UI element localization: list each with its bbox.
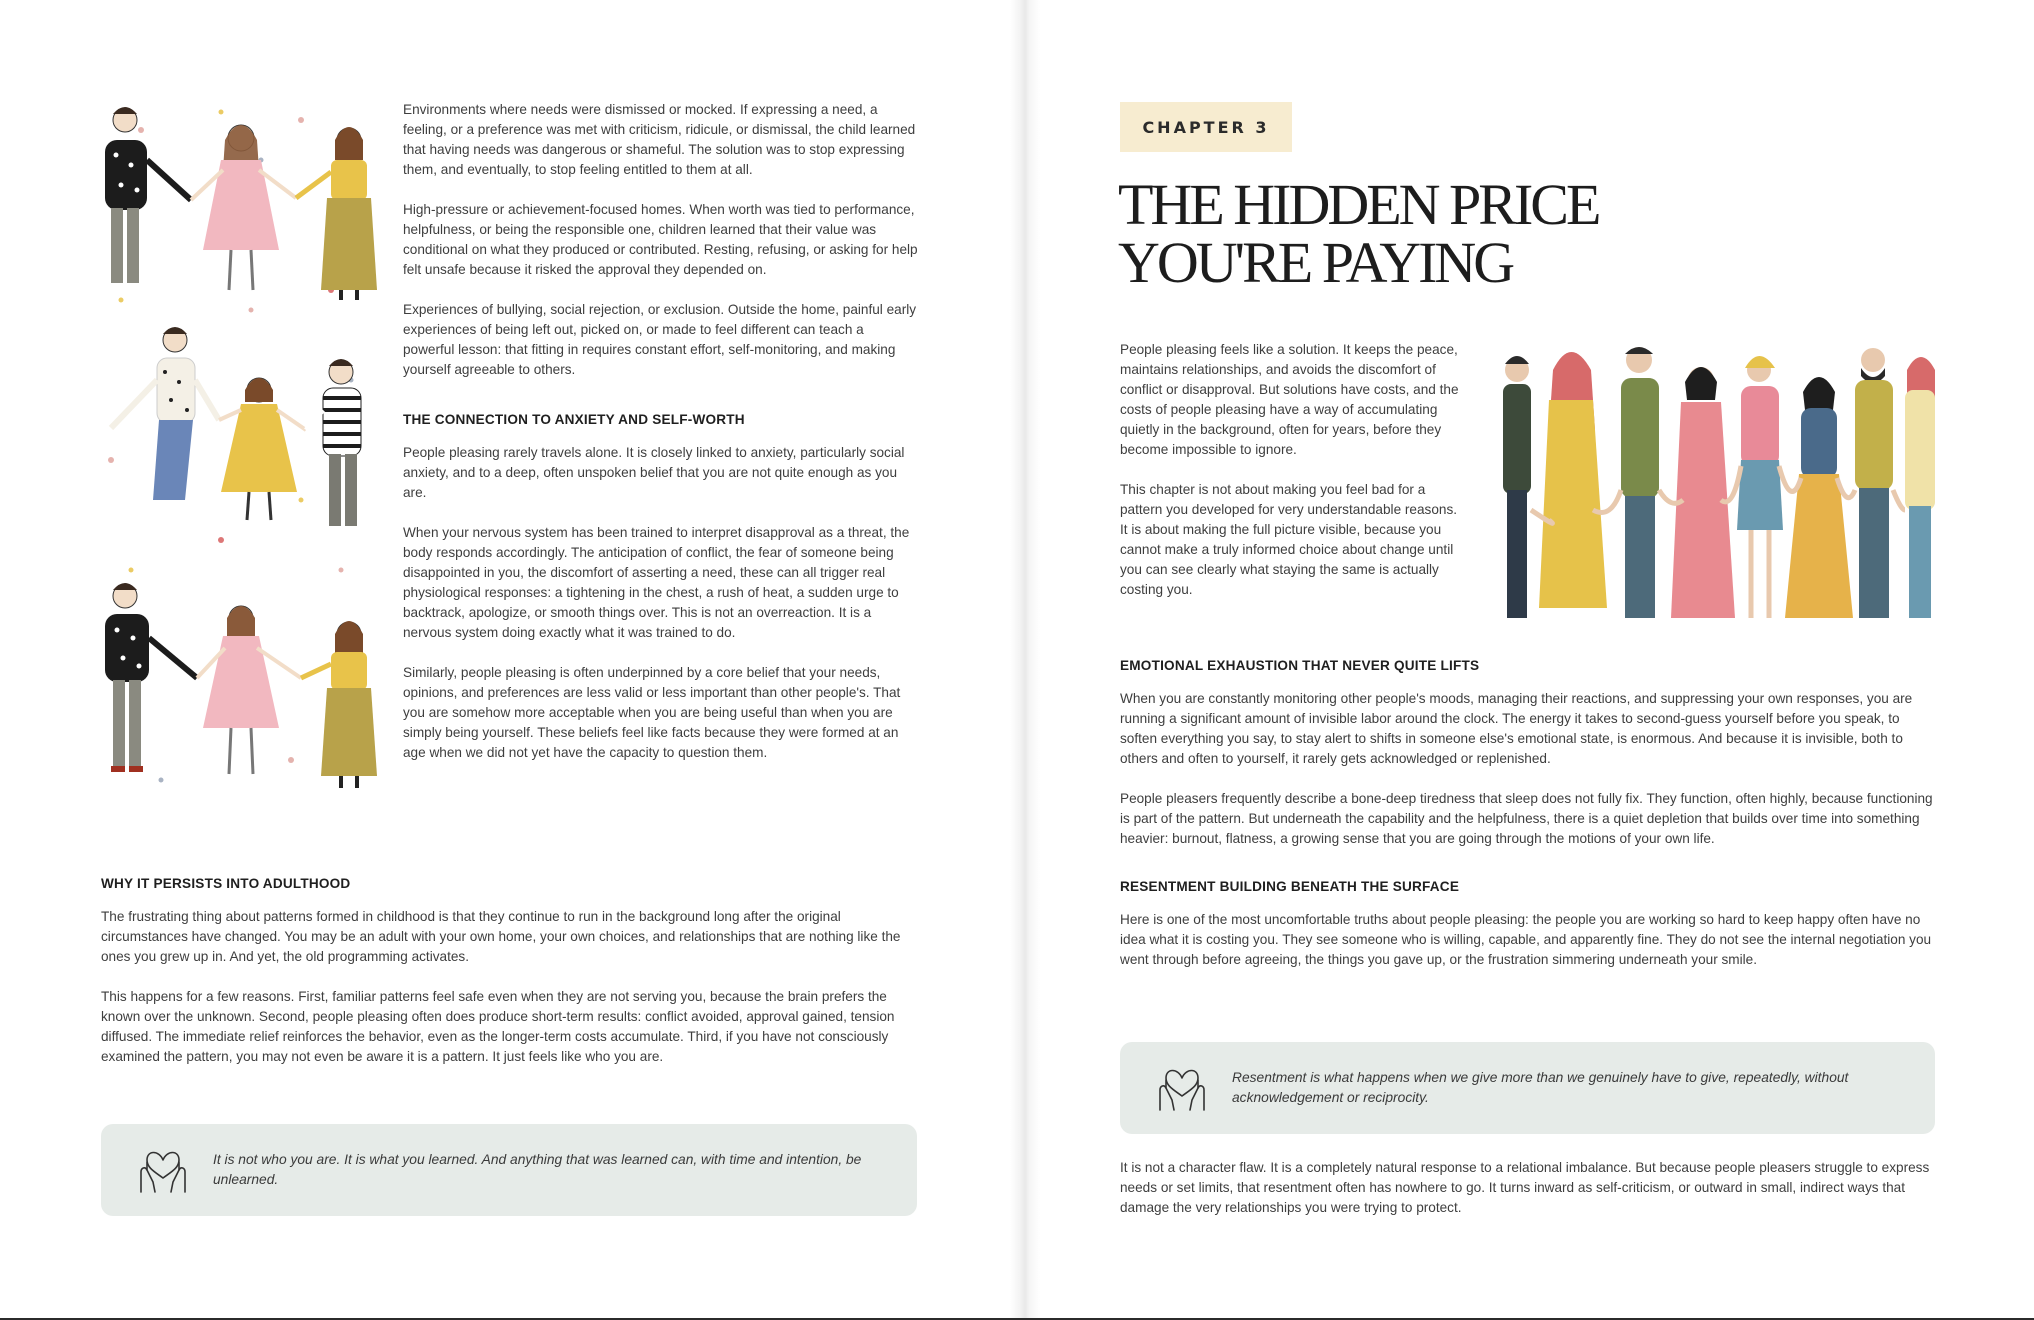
- paragraph: Experiences of bullying, social rejection, or exclusion. Outside the home, painful early experiences of being left out, picked on, or made to feel different can teach a powerful lesson: that fitting in requires constant effort, self-monitoring, and making yourself agreeable to others.: [403, 302, 917, 377]
- figure-row-1: [105, 107, 377, 300]
- intro-text-column: [1120, 340, 1465, 620]
- left-page: [0, 0, 1018, 1318]
- figure-row-3: [105, 583, 377, 788]
- quote-text: Resentment is what happens when we give more than we genuinely have to give, repeatedly, without acknowledgement or reciprocity.: [1232, 1070, 1849, 1105]
- paragraph: The frustrating thing about patterns formed in childhood is that they continue to run in the background long after the original circumstances have changed. You may be an adult with your own home, your own choices, and relationships that are nothing like the ones you grew up in. And yet, the old programming activates.: [101, 909, 901, 964]
- illustration-people-holding-hands-column: [101, 100, 379, 790]
- group-illustration: [1501, 340, 1935, 618]
- chapter-title-line-2: YOU'RE PAYING: [1118, 230, 1513, 295]
- paragraph: People pleasing rarely travels alone. It is closely linked to anxiety, particularly social anxiety, and to a deep, often unspoken belief that you are not quite enough as you are.: [403, 445, 905, 500]
- figure-row-2: [111, 327, 361, 526]
- section-heading: WHY IT PERSISTS INTO ADULTHOOD: [101, 876, 351, 891]
- paragraph: People pleasing feels like a solution. It keeps the peace, maintains relationships, and avoids the discomfort of conflict or disapproval. But solutions have costs, and the costs of people pleasing have a way of accumulating quietly in the background, often for years, before they become impossible to ignore.: [1120, 342, 1459, 457]
- hands-holding-heart-icon: [1154, 1060, 1210, 1117]
- illustration-group-holding-hands: [1501, 340, 1935, 618]
- section-heading: THE CONNECTION TO ANXIETY AND SELF-WORTH: [403, 412, 745, 427]
- right-page: [1018, 0, 2034, 1318]
- quote-text: It is not who you are. It is what you learned. And anything that was learned can, with time and intention, be unlearned.: [213, 1152, 862, 1187]
- paragraph: High-pressure or achievement-focused homes. When worth was tied to performance, helpfulness, or being the responsible one, children learned that their value was conditional on what they produced or contributed. Resting, refusing, or asking for help felt unsafe because it risked the approval they depended on.: [403, 202, 918, 277]
- callout-quote-box: [101, 1124, 917, 1216]
- chapter-title-line-1: THE HIDDEN PRICE: [1118, 172, 1599, 237]
- chapter-badge: CHAPTER 3: [1120, 102, 1292, 152]
- paragraph: This chapter is not about making you feel bad for a pattern you developed for very understandable reasons. It is about making the full picture visible, because you cannot make a truly informed choice about change until you can see clearly what staying the same is actually costing you.: [1120, 482, 1458, 597]
- left-text-column: [403, 100, 918, 783]
- paragraph: This happens for a few reasons. First, familiar patterns feel safe even when they are not serving you, because the brain prefers the known over the unknown. Second, people pleasing often does produce short-term results: conflict avoided, approval gained, tension diffused. The immediate relief reinforces the behavior, even as the longer-term costs accumulate. Third, if you have not consciously examined the pattern, you may not even be aware it is a pattern. It just feels like who you are.: [101, 989, 895, 1064]
- chapter-title: [1118, 172, 1638, 295]
- right-full-width-section: [1120, 658, 1935, 990]
- left-full-width-section: [101, 876, 917, 1087]
- paragraph: When your nervous system has been trained to interpret disapproval as a threat, the body responds accordingly. The anticipation of conflict, the fear of someone being disappointed in you, the discomfort of asserting a need, these can all trigger real physiological responses: a tightening in the chest, a rush of heat, a sudden urge to backtrack, apologize, or smooth things over. This is not an overreaction. It is a nervous system doing exactly what it was trained to do.: [403, 525, 910, 640]
- people-illustration: [101, 100, 379, 790]
- closing-paragraph-section: [1120, 1158, 1935, 1218]
- paragraph: Environments where needs were dismissed or mocked. If expressing a need, a feeling, or a preference was met with criticism, ridicule, or dismissal, the child learned that having needs was dangerous or shameful. The solution was to stop expressing them, and eventually, to stop feeling entitled to them at all.: [403, 102, 916, 177]
- paragraph: It is not a character flaw. It is a completely natural response to a relational imbalance. But because people pleasers struggle to express needs or set limits, that resentment often has nowhere to go. It turns inward as self-criticism, or outward in small, indirect ways that damage the very relationships you were trying to protect.: [1120, 1160, 1930, 1215]
- section-heading: EMOTIONAL EXHAUSTION THAT NEVER QUITE LIFTS: [1120, 658, 1480, 673]
- paragraph: Here is one of the most uncomfortable truths about people pleasing: the people you are working so hard to keep happy often have no idea what it is costing you. They see someone who is willing, capable, and apparently fine. They do not see the internal negotiation you went through before agreeing, the things you gave up, or the frustration simmering underneath your smile.: [1120, 912, 1932, 967]
- callout-quote-box: [1120, 1042, 1935, 1134]
- paragraph: Similarly, people pleasing is often underpinned by a core belief that your needs, opinions, and preferences are less valid or less important than other people's. That you are somehow more acceptable when you are being useful than when you are simply being yourself. These beliefs feel like facts because they were formed at an age when we did not yet have the capacity to question them.: [403, 665, 901, 760]
- hands-holding-heart-icon: [135, 1142, 191, 1199]
- section-heading: RESENTMENT BUILDING BENEATH THE SURFACE: [1120, 879, 1460, 894]
- paragraph: When you are constantly monitoring other people's moods, managing their reactions, and suppressing your own responses, you are running a significant amount of invisible labor around the clock. The energy it takes to second-guess yourself before you speak, to soften everything you say, to stay alert to shifts in someone else's emotional state, is enormous. And because it is invisible, both to others and often to yourself, it rarely gets acknowledged or replenished.: [1120, 691, 1913, 766]
- paragraph: People pleasers frequently describe a bone-deep tiredness that sleep does not fully fix. They function, often highly, because functioning is part of the pattern. But underneath the capability and the helpfulness, there is a quiet depletion that builds over time into something heavier: burnout, flatness, a growing sense that you are going through the motions of your own life.: [1120, 791, 1933, 846]
